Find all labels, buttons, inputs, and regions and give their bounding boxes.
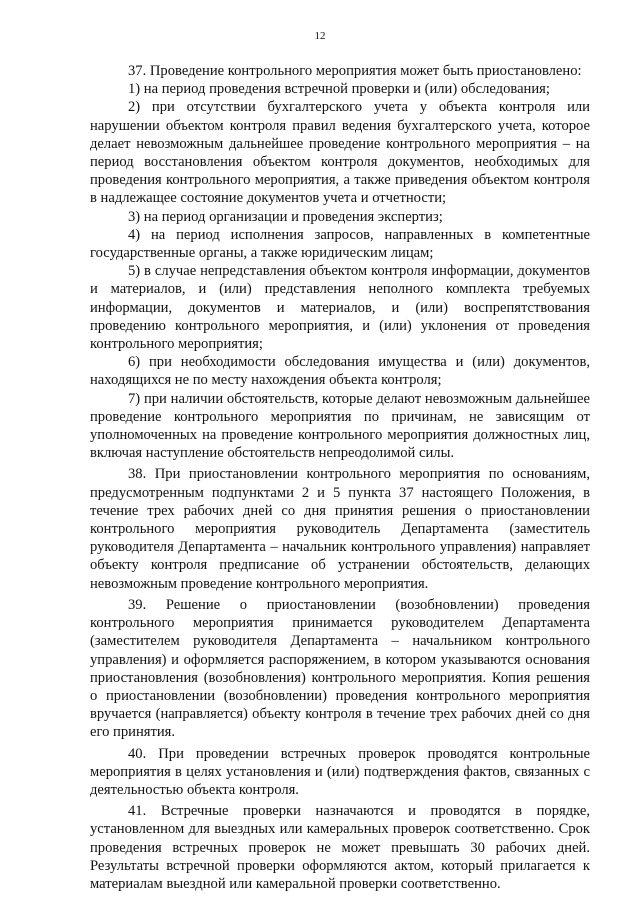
paragraph-41: 41. Встречные проверки назначаются и проводятся в порядке, установленном для выездных или камеральных проверок соответственно. Срок проведения встречных проверок не может превышать 30 рабочих дней. Результаты встречной проверки оформляются актом, который прилагается к материалам выездной или камеральной проверки соответственно. bbox=[90, 803, 590, 892]
list-item-37-2: 2) при отсутствии бухгалтерского учета у объекта контроля или нарушении объектом контроля правил ведения бухгалтерского учета, которое делает невозможным дальнейшее проведение контрольного мероприятия – на период восстановления объектом контроля документов, необходимых для проведения контрольного мероприятия, а также приведения объектом контроля в надлежащее состояние документов учета и отчетности; bbox=[90, 99, 590, 207]
document-body bbox=[90, 62, 590, 893]
list-item-37-3: 3) на период организации и проведения экспертиз; bbox=[128, 208, 443, 225]
list-item-37-4: 4) на период исполнения запросов, направленных в компетентные государственные органы, а также юридическим лицам; bbox=[90, 226, 590, 262]
list-item-37-7: 7) при наличии обстоятельств, которые делают невозможным дальнейшее проведение контрольного мероприятия по причинам, не зависящим от уполномоченных на проведение контрольного мероприятия должностных лиц, включая наступление обстоятельств непреодолимой силы. bbox=[90, 390, 590, 462]
paragraph-38: 38. При приостановлении контрольного мероприятия по основаниям, предусмотренным подпунктами 2 и 5 пункта 37 настоящего Положения, в течение трех рабочих дней со дня принятия решения о приостановлении контрольного мероприятия руководитель Департамента (заместитель руководителя Департамента – начальник контрольного управления) направляет объекту контроля предписание об устранении обстоятельств, делающих невозможным проведение контрольного мероприятия. bbox=[90, 466, 590, 592]
list-item-37-1: 1) на период проведения встречной проверки и (или) обследования; bbox=[128, 81, 550, 98]
list-item-37-6: 6) при необходимости обследования имущества и (или) документов, находящихся не по месту нахождения объекта контроля; bbox=[90, 354, 590, 389]
list-item-37-5: 5) в случае непредставления объектом контроля информации, документов и материалов, и (или) представления неполного комплекта требуемых информации, документов и материалов, и (или) воспрепятствования проведению контрольного мероприятия, и (или) уклонения от проведения контрольного мероприятия; bbox=[90, 263, 590, 353]
paragraph-39: 39. Решение о приостановлении (возобновлении) проведения контрольного мероприятия принимается руководителем Департамента (заместителем руководителя Департамента – начальником контрольного управления) и оформляется распоряжением, в котором указываются основания приостановления (возобновления) контрольного мероприятия. Копия решения о приостановлении (возобновлении) проведения контрольного мероприятия вручается (направляется) объекту контроля в течение трех рабочих дней со дня его принятия. bbox=[90, 596, 590, 741]
paragraph-40: 40. При проведении встречных проверок проводятся контрольные мероприятия в целях установления и (или) подтверждения фактов, связанных с деятельностью объекта контроля. bbox=[90, 745, 590, 798]
paragraph-37-intro: 37. Проведение контрольного мероприятия может быть приостановлено: bbox=[128, 63, 582, 79]
page-number: 12 bbox=[314, 30, 326, 42]
